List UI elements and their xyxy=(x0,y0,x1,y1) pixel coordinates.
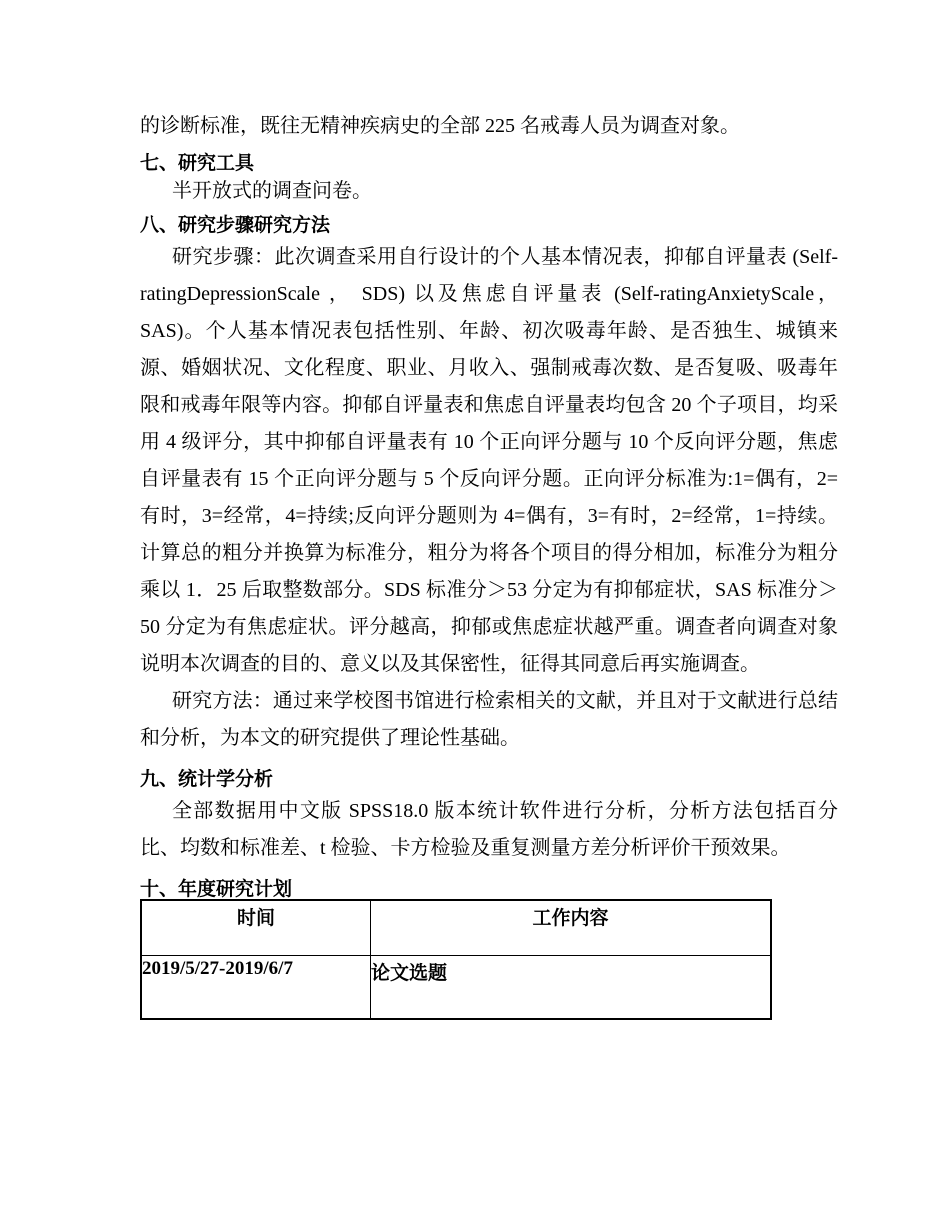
header-work-content: 工作内容 xyxy=(371,900,772,956)
research-steps-paragraph: 研究步骤：此次调查采用自行设计的个人基本情况表，抑郁自评量表 (Self-ratingDepressionScale ， SDS) 以及焦虑自评量表 (Self-ratingAnxietyScale，SAS)。个人基本情况表包括性别、年龄、初次吸毒年龄、是否独生、城镇来源、婚姻状况、文化程度、职业、月收入、强制戒毒次数、是否复吸、吸毒年限和戒毒年限等内容。抑郁自评量表和焦虑自评量表均包含 20 个子项目，均采用 4 级评分，其中抑郁自评量表有 10 个正向评分题与 10 个反向评分题，焦虑自评量表有 15 个正向评分题与 5 个反向评分题。正向评分标准为:1=偶有，2=有时，3=经常，4=持续;反向评分题则为 4=偶有，3=有时，2=经常，1=持续。计算总的粗分并换算为标准分，粗分为将各个项目的得分相加，标准分为粗分乘以 1．25 后取整数部分。SDS 标准分＞53 分定为有抑郁症状，SAS 标准分＞50 分定为有焦虑症状。评分越高，抑郁或焦虑症状越严重。调查者向调查对象说明本次调查的目的、意义以及其保密性，征得其同意后再实施调查。 xyxy=(140,246,838,675)
section-7-heading: 七、研究工具 xyxy=(140,153,255,174)
table-cell-time: 2019/5/27-2019/6/7 xyxy=(141,956,371,1020)
table-row xyxy=(141,956,771,1020)
document-page xyxy=(140,108,838,1020)
continuation-paragraph: 的诊断标准，既往无精神疾病史的全部 225 名戒毒人员为调查对象。 xyxy=(140,115,740,137)
section-9-heading: 九、统计学分析 xyxy=(140,769,274,790)
header-time: 时间 xyxy=(141,900,371,956)
section-9-body: 全部数据用中文版 SPSS18.0 版本统计软件进行分析，分析方法包括百分比、均数和标准差、t 检验、卡方检验及重复测量方差分析评价干预效果。 xyxy=(140,800,838,859)
section-8-heading: 八、研究步骤研究方法 xyxy=(140,215,331,236)
table-cell-work-content: 论文选题 xyxy=(371,956,772,1020)
research-methods-paragraph: 研究方法：通过来学校图书馆进行检索相关的文献，并且对于文献进行总结和分析，为本文的研究提供了理论性基础。 xyxy=(140,690,838,749)
annual-plan-table xyxy=(140,899,772,1020)
table-header-row xyxy=(141,900,771,956)
section-10-heading: 十、年度研究计划 xyxy=(140,879,293,900)
section-7-body: 半开放式的调查问卷。 xyxy=(172,180,372,202)
